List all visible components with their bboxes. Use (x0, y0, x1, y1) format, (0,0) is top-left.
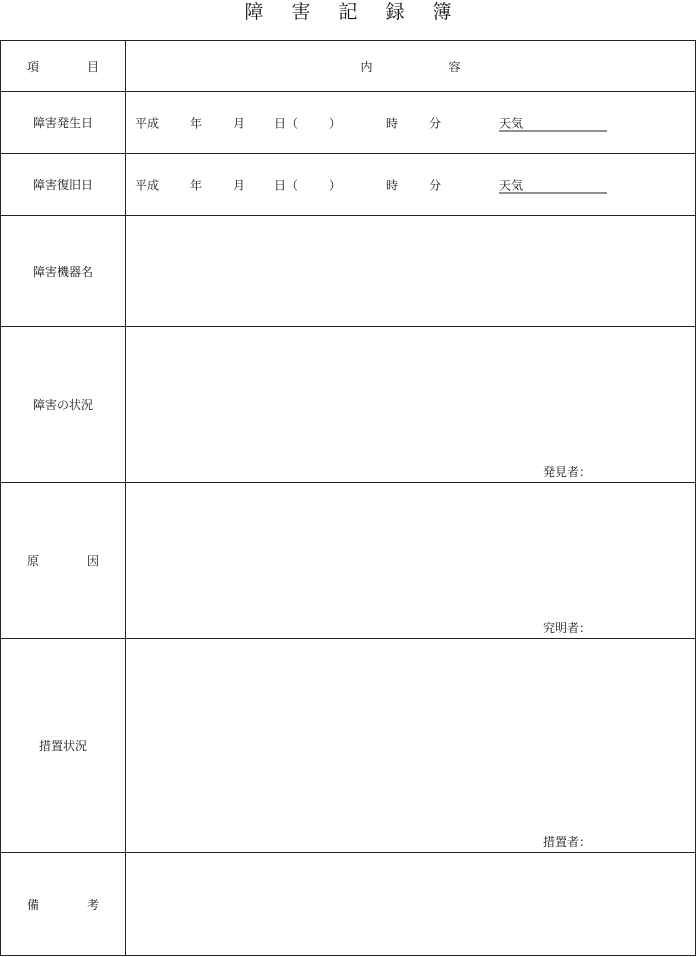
year-label: 年 (190, 178, 203, 192)
era-label: 平成 (135, 116, 160, 130)
title-char: 簿 (432, 1, 452, 23)
page-title (0, 0, 696, 32)
minute-label: 分 (429, 178, 442, 192)
device-field[interactable] (126, 216, 696, 327)
remarks-field[interactable] (126, 853, 696, 956)
incident-record-table (0, 40, 696, 956)
remarks-label-cell (1, 853, 126, 956)
hour-label: 時 (386, 116, 399, 130)
cause-row (1, 483, 696, 639)
recovery-datetime-field[interactable] (126, 154, 696, 216)
device-row (1, 216, 696, 327)
remarks-row (1, 853, 696, 956)
close-paren: ） (329, 178, 342, 192)
content-header-cell (126, 41, 696, 92)
recovery-row (1, 154, 696, 216)
cause-label (1, 552, 125, 569)
day-label: 日（ (274, 116, 299, 130)
weather-field (499, 176, 607, 193)
month-label: 月 (233, 116, 246, 130)
action-label: 措置状況 (1, 639, 126, 853)
item-header-char: 項 (27, 59, 40, 74)
cause-label-char: 因 (86, 554, 99, 568)
occurrence-row (1, 92, 696, 154)
content-header-char: 容 (448, 59, 461, 74)
content-header (126, 58, 695, 75)
discoverer-label: 発見者： (542, 465, 591, 479)
remarks-label (1, 896, 125, 913)
weather-underline (523, 129, 607, 131)
item-header-char: 目 (86, 59, 99, 74)
occurrence-datetime-field[interactable] (126, 92, 696, 154)
cause-label-cell (1, 483, 126, 639)
title-char: 障 (244, 1, 264, 23)
action-row (1, 639, 696, 853)
occurrence-label: 障害発生日 (1, 92, 126, 154)
remarks-label-char: 備 (27, 897, 40, 912)
recovery-label: 障害復旧日 (1, 154, 126, 216)
handler-label: 措置者： (542, 835, 591, 849)
year-label: 年 (190, 116, 203, 130)
weather-underline (523, 191, 607, 193)
close-paren: ） (329, 116, 342, 130)
cause-label-char: 原 (27, 554, 40, 568)
title-char: 録 (385, 1, 405, 23)
remarks-label-char: 考 (86, 897, 99, 912)
month-label: 月 (233, 178, 246, 192)
cause-field[interactable] (126, 483, 696, 639)
weather-field (499, 114, 607, 131)
weather-label: 天気 (499, 178, 524, 192)
title-char: 記 (338, 1, 358, 23)
minute-label: 分 (429, 116, 442, 130)
action-field[interactable] (126, 639, 696, 853)
item-header (1, 58, 125, 75)
status-field[interactable] (126, 327, 696, 483)
header-row (1, 41, 696, 92)
status-row (1, 327, 696, 483)
era-label: 平成 (135, 178, 160, 192)
weather-label: 天気 (499, 116, 524, 130)
device-label: 障害機器名 (1, 216, 126, 327)
status-label: 障害の状況 (1, 327, 126, 483)
investigator-label: 究明者： (542, 621, 591, 635)
title-char: 害 (291, 1, 311, 23)
content-header-char: 内 (360, 59, 373, 74)
day-label: 日（ (274, 178, 299, 192)
hour-label: 時 (386, 178, 399, 192)
item-header-cell (1, 41, 126, 92)
